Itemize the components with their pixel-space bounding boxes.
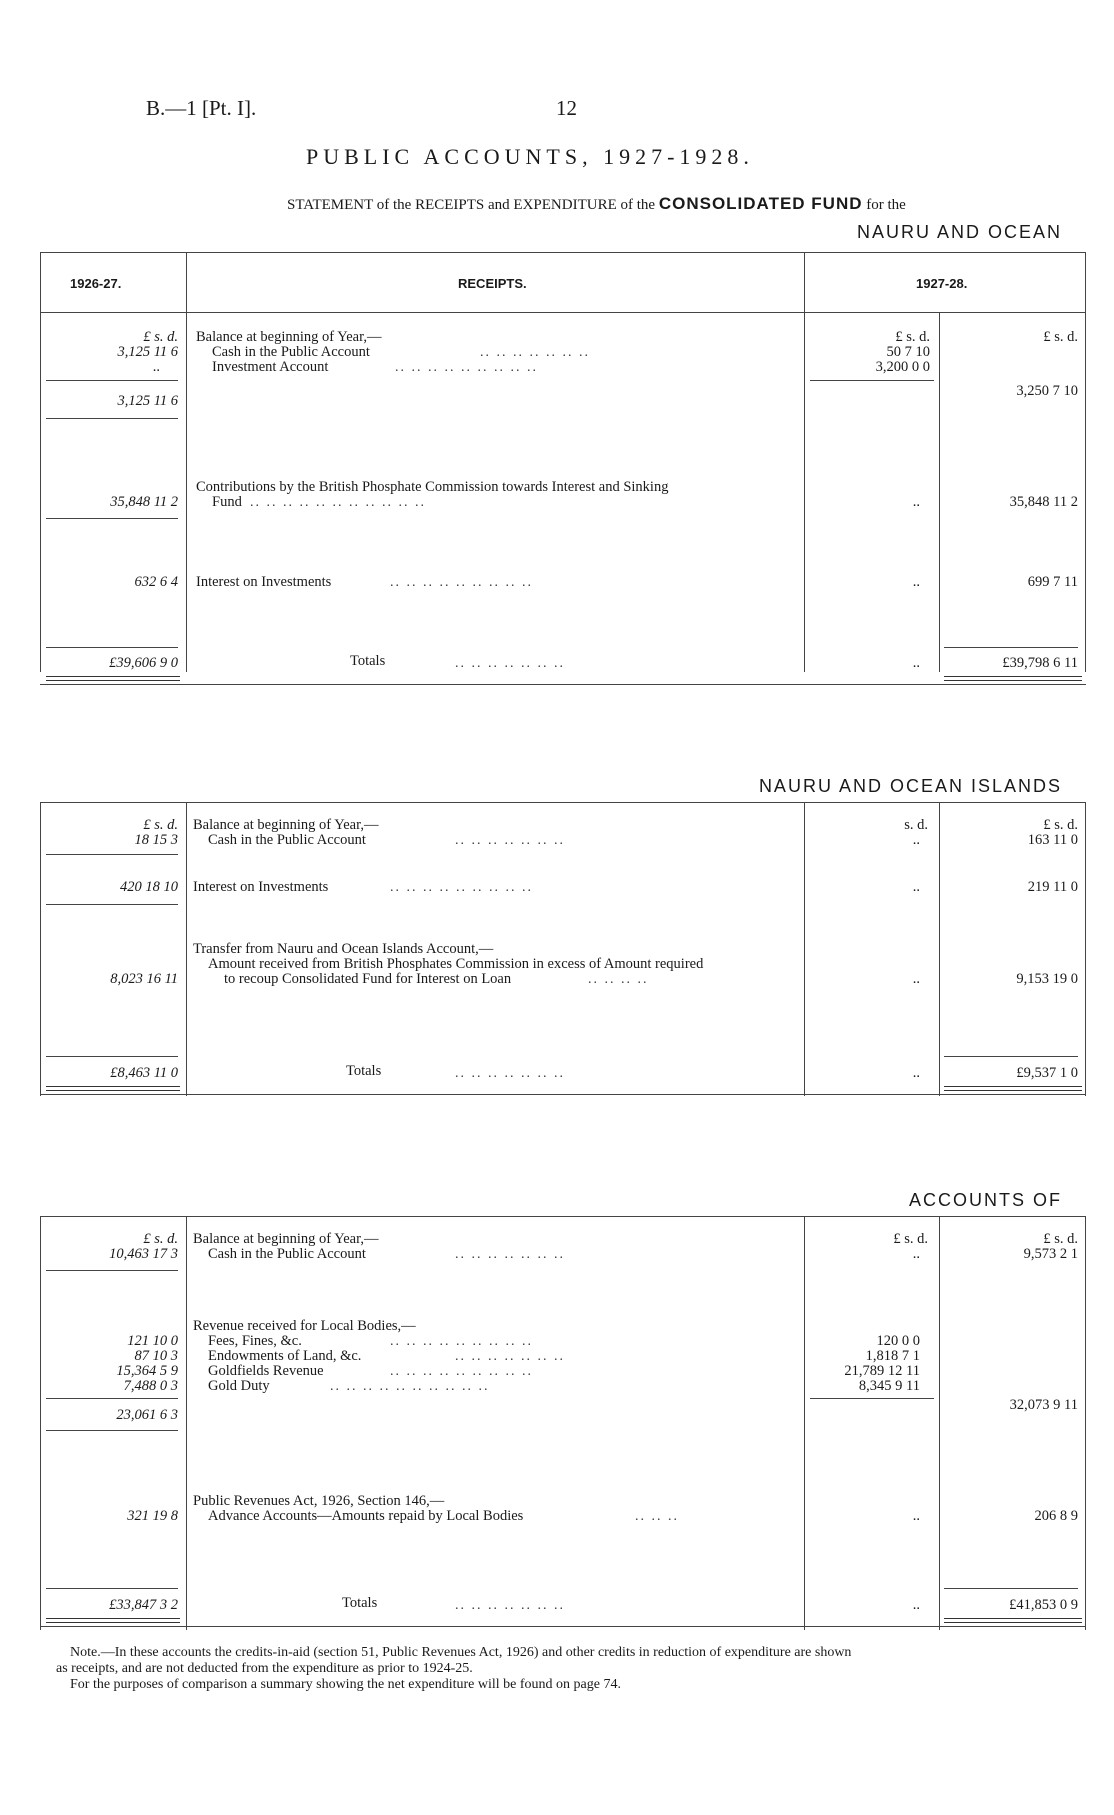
footnotes bbox=[56, 1645, 1080, 1693]
goldfields-revenue-sub: 21,789 12 11 bbox=[844, 1363, 920, 1379]
accounts-revenue-prev-total: 23,061 6 3 bbox=[116, 1407, 178, 1423]
interest-sub: .. bbox=[912, 574, 920, 590]
page-title: PUBLIC ACCOUNTS, 1927-1928. bbox=[306, 144, 754, 169]
contrib-total: 35,848 11 2 bbox=[1009, 494, 1078, 510]
balance-heading: Balance at beginning of Year,— bbox=[196, 329, 382, 345]
nauru-transfer-line-2: Amount received from British Phosphates Commission in excess of Amount required bbox=[208, 956, 704, 972]
nauru-currency-prev: £ s. d. bbox=[143, 817, 178, 833]
accounts-revenue-heading: Revenue received for Local Bodies,— bbox=[193, 1318, 416, 1334]
gold-duty-sub: 8,345 9 11 bbox=[858, 1378, 920, 1394]
totals-label: Totals bbox=[350, 653, 386, 669]
accounts-balance-heading: Balance at beginning of Year,— bbox=[193, 1231, 379, 1247]
nauru-balance-heading: Balance at beginning of Year,— bbox=[193, 817, 379, 833]
goldfields-revenue-label: Goldfields Revenue bbox=[208, 1363, 324, 1379]
col-header-1926-27: 1926-27. bbox=[70, 276, 122, 291]
invest-label: Investment Account bbox=[212, 359, 329, 375]
cash-prev: 3,125 11 6 bbox=[117, 344, 178, 360]
accounts-revenue-total: 32,073 9 11 bbox=[1009, 1397, 1078, 1413]
advance-total: 206 8 9 bbox=[1034, 1508, 1078, 1524]
endowments-prev: 87 10 3 bbox=[134, 1348, 178, 1364]
accounts-cash-label: Cash in the Public Account bbox=[208, 1246, 366, 1262]
interest-label: Interest on Investments bbox=[196, 574, 332, 590]
goldfields-revenue-prev: 15,364 5 9 bbox=[116, 1363, 178, 1379]
accounts-cash-sub: .. bbox=[912, 1246, 920, 1262]
nauru-cash-sub: .. bbox=[912, 832, 920, 848]
accounts-cash-prev: 10,463 17 3 bbox=[109, 1246, 178, 1262]
note-line-3: For the purposes of comparison a summary showing the net expenditure will be found on page 74. bbox=[70, 1677, 621, 1692]
balance-prev-total: 3,125 11 6 bbox=[117, 393, 178, 409]
nauru-cash-label: Cash in the Public Account bbox=[208, 832, 366, 848]
interest-total: 699 7 11 bbox=[1027, 574, 1078, 590]
balance-total: 3,250 7 10 bbox=[1016, 383, 1078, 399]
totals-total: £39,798 6 11 bbox=[1002, 655, 1078, 671]
nauru-interest-total: 219 11 0 bbox=[1027, 879, 1078, 895]
accounts-totals-sub: .. bbox=[912, 1597, 920, 1613]
accounts-currency-prev: £ s. d. bbox=[143, 1231, 178, 1247]
invest-sub: 3,200 0 0 bbox=[875, 359, 930, 375]
nauru-transfer-line-3: to recoup Consolidated Fund for Interest on Loan bbox=[224, 971, 512, 987]
statement-prefix: STATEMENT of the RECEIPTS and EXPENDITURE of the bbox=[287, 197, 656, 213]
nauru-section-title: NAURU AND OCEAN ISLANDS bbox=[758, 776, 1062, 796]
accounts-cash-total: 9,573 2 1 bbox=[1023, 1246, 1078, 1262]
nauru-totals-prev: £8,463 11 0 bbox=[110, 1065, 178, 1081]
contrib-line-2: Fund bbox=[212, 494, 242, 510]
nauru-transfer-line-1: Transfer from Nauru and Ocean Islands Account,— bbox=[193, 941, 494, 957]
gold-duty-prev: 7,488 0 3 bbox=[123, 1378, 178, 1394]
nauru-totals-label: Totals bbox=[346, 1063, 382, 1079]
accounts-currency-sub: £ s. d. bbox=[893, 1231, 928, 1247]
nauru-table: £ s. d. s. d. £ s. d. Balance at beginning of Year,— Cash in the Public Account .. .. .. .. .. .. .. 18 15 3 .. 163 11 0 Interest on Investments .. .. .. .. .. .. .. .. .. 420 18 10 .. 219 11 0 Transfer from Nauru and Ocean Islands Account,— Amount received from British Phosphates Commission in excess of Amount required to recoup Consolidated Fund for Interest on Loan .. .. .. .. 8,023 16 11 .. 9,153 19 0 Totals .. .. .. .. .. .. .. £8,463 11 0 .. £9,537 1 0 bbox=[40, 802, 1086, 1098]
statement-continued-heading: NAURU AND OCEAN bbox=[856, 222, 1062, 242]
document-reference: B.—1 [Pt. I]. bbox=[146, 96, 257, 120]
nauru-interest-sub: .. bbox=[912, 879, 920, 895]
fund-name: CONSOLIDATED FUND bbox=[658, 194, 863, 213]
endowments-label: Endowments of Land, &c. bbox=[208, 1348, 362, 1364]
col-header-receipts: RECEIPTS. bbox=[458, 276, 527, 291]
contrib-line-1: Contributions by the British Phosphate Commission towards Interest and Sinking bbox=[196, 479, 669, 495]
interest-prev: 632 6 4 bbox=[134, 574, 178, 590]
nauru-transfer-total: 9,153 19 0 bbox=[1016, 971, 1078, 987]
accounts-currency-total: £ s. d. bbox=[1043, 1231, 1078, 1247]
note-line-1: Note.—In these accounts the credits-in-aid (section 51, Public Revenues Act, 1926) and other credits in reduction of expenditure are shown bbox=[70, 1645, 852, 1660]
cash-label: Cash in the Public Account bbox=[212, 344, 370, 360]
fees-sub: 120 0 0 bbox=[876, 1333, 920, 1349]
advance-label: Advance Accounts—Amounts repaid by Local Bodies bbox=[208, 1508, 524, 1524]
fees-prev: 121 10 0 bbox=[127, 1333, 178, 1349]
totals-sub: .. bbox=[912, 655, 920, 671]
advance-prev: 321 19 8 bbox=[127, 1508, 178, 1524]
accounts-totals-prev: £33,847 3 2 bbox=[109, 1597, 178, 1613]
col-header-1927-28: 1927-28. bbox=[916, 276, 968, 291]
accounts-totals-total: £41,853 0 9 bbox=[1009, 1597, 1078, 1613]
accounts-table: £ s. d. £ s. d. £ s. d. Balance at beginning of Year,— Cash in the Public Account .. .. .. .. .. .. .. 10,463 17 3 .. 9,573 2 1 Revenue received for Local Bodies,— Fees, Fines, &c. .. .. .. .. .. .. .. .. .. 121 10 0 120 0 0 Endowments of Land, &c. .. .. .. .. .. .. .. 87 10 3 1,818 7 1 Goldfields Revenue .. .. .. .. .. .. .. .. .. 15,364 5 9 21,789 12 11 Gold Duty .. .. .. .. .. .. .. .. .. .. 7,488 0 3 8,345 9 11 23,061 6 3 32,073 9 11 Public Revenues Act, 1926, Section 146,— Advance Accounts—Amounts repaid by Local Bodies .. .. .. 321 19 8 .. 206 8 9 Totals .. .. .. .. .. .. .. £33,847 3 2 .. £41,853 0 9 bbox=[40, 1216, 1086, 1636]
note-line-2: as receipts, and are not deducted from the expenditure as prior to 1924-25. bbox=[56, 1661, 473, 1676]
contrib-sub: .. bbox=[912, 494, 920, 510]
gold-duty-label: Gold Duty bbox=[208, 1378, 270, 1394]
accounts-totals-label: Totals bbox=[342, 1595, 378, 1611]
nauru-totals-total: £9,537 1 0 bbox=[1016, 1065, 1078, 1081]
currency-header-prev: £ s. d. bbox=[143, 329, 178, 345]
nauru-currency-total: £ s. d. bbox=[1043, 817, 1078, 833]
nauru-transfer-sub: .. bbox=[912, 971, 920, 987]
nauru-totals-sub: .. bbox=[912, 1065, 920, 1081]
nauru-transfer-prev: 8,023 16 11 bbox=[110, 971, 178, 987]
currency-header-sub: £ s. d. bbox=[895, 329, 930, 345]
page-number: 12 bbox=[556, 96, 577, 120]
receipts-table: 1926-27. RECEIPTS. 1927-28. £ s. d. £ s. d. £ s. d. Balance at beginning of Year,— Cash in the Public Account .. .. .. .. .. .. .. 3,125 11 6 50 7 10 Investment Account .. .. .. .. .. .. .. .. .. .. 3,200 0 0 3,125 11 6 3,250 7 10 Contributions by the British Phosphate Commission towards Interest and Sinking Fund .. .. .. .. .. .. .. .. .. .. .. 35,848 11 2 .. 35,848 11 2 Interest on Investments .. .. .. .. .. .. .. .. .. 632 6 4 .. 699 7 11 Totals .. .. .. .. .. .. .. £39,606 9 0 .. £39,798 6 11 bbox=[40, 252, 1086, 696]
cash-sub: 50 7 10 bbox=[886, 344, 930, 360]
totals-prev: £39,606 9 0 bbox=[109, 655, 178, 671]
nauru-cash-total: 163 11 0 bbox=[1027, 832, 1078, 848]
invest-prev: .. bbox=[152, 359, 160, 375]
fees-label: Fees, Fines, &c. bbox=[208, 1333, 302, 1349]
statement-suffix: for the bbox=[866, 197, 906, 213]
pra-heading: Public Revenues Act, 1926, Section 146,— bbox=[193, 1493, 445, 1509]
nauru-currency-sub: s. d. bbox=[904, 817, 928, 833]
currency-header-total: £ s. d. bbox=[1043, 329, 1078, 345]
nauru-cash-prev: 18 15 3 bbox=[134, 832, 178, 848]
advance-sub: .. bbox=[912, 1508, 920, 1524]
endowments-sub: 1,818 7 1 bbox=[865, 1348, 920, 1364]
statement-heading bbox=[287, 194, 906, 214]
accounts-section-title: ACCOUNTS OF bbox=[908, 1190, 1062, 1210]
nauru-interest-label: Interest on Investments bbox=[193, 879, 329, 895]
contrib-prev: 35,848 11 2 bbox=[110, 494, 178, 510]
nauru-interest-prev: 420 18 10 bbox=[120, 879, 178, 895]
